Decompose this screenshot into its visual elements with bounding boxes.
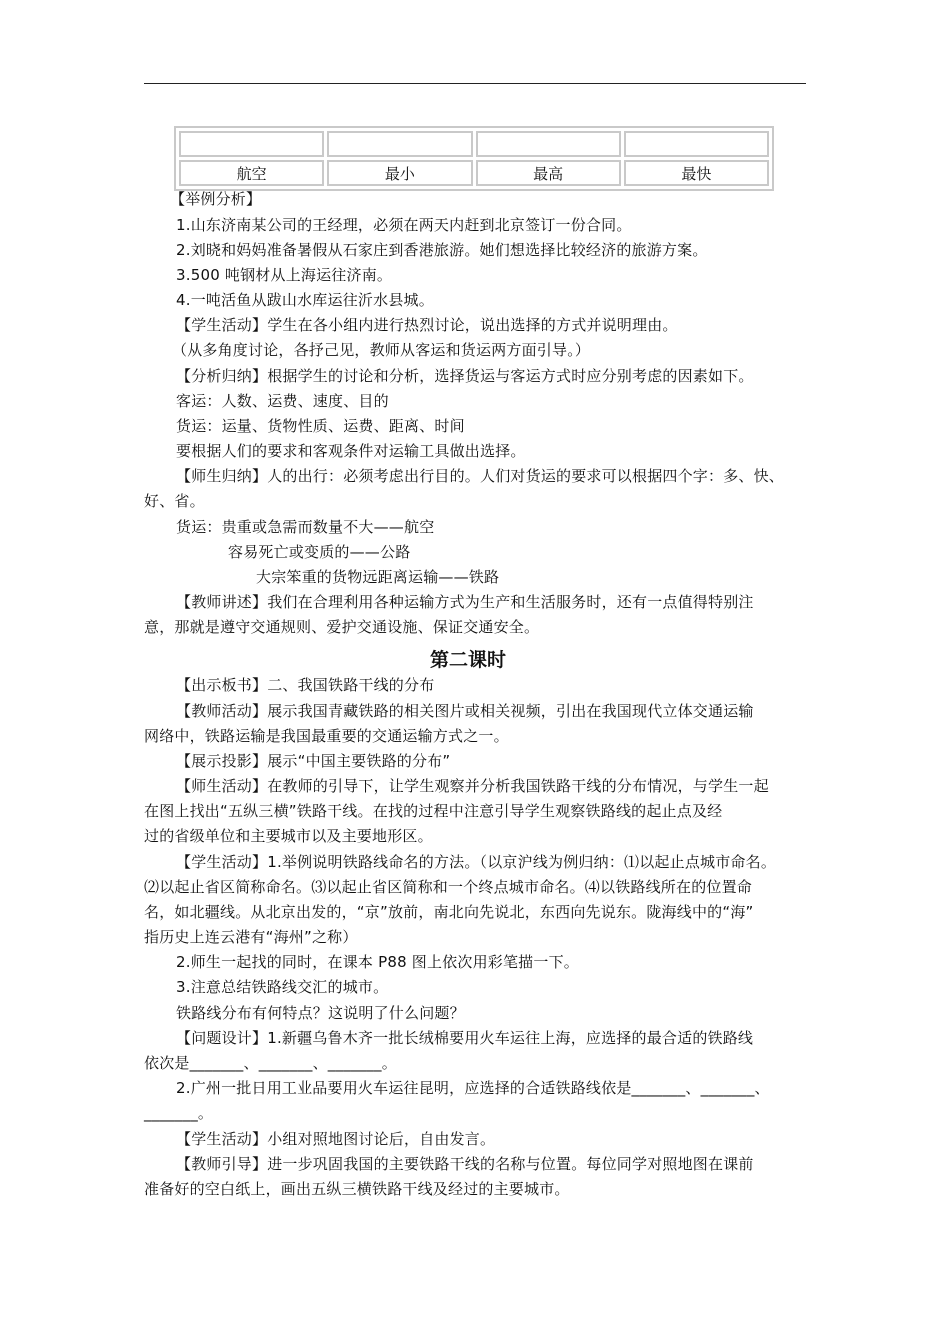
transport-table [174, 126, 774, 191]
table-cell: 最高 [476, 160, 621, 186]
section-heading: 【举例分析】 [170, 190, 262, 208]
paragraph-line: 【教师讲述】我们在合理利用各种运输方式为生产和生活服务时，还有一点值得特别注 [176, 593, 754, 611]
paragraph-line: 意，那就是遵守交通规则、爱护交通设施、保证交通安全。 [144, 618, 540, 636]
table-cell: 最小 [327, 160, 472, 186]
paragraph-line: 【教师活动】展示我国青藏铁路的相关图片或相关视频，引出在我国现代立体交通运输 [176, 702, 754, 720]
lesson-title: 第二课时 [430, 649, 507, 671]
table-row [179, 131, 769, 157]
paragraph-line: 【学生活动】1.举例说明铁路线命名的方法。（以京沪线为例归纳：⑴以起止点城市命名。 [176, 853, 777, 871]
paragraph-line: 【展示投影】展示“中国主要铁路的分布” [176, 752, 451, 770]
paragraph-line: 3.500 吨钢材从上海运往济南。 [176, 266, 393, 284]
paragraph-line: 客运：人数、运费、速度、目的 [176, 392, 389, 410]
paragraph-line: 货运：贵重或急需而数量不大——航空 [176, 518, 435, 536]
paragraph-line: 名，如北疆线。从北京出发的，“京”放前，南北向先说北，东西向先说东。陇海线中的“海” [144, 903, 754, 921]
paragraph-line: 【学生活动】学生在各小组内进行热烈讨论，说出选择的方式并说明理由。 [176, 316, 678, 334]
paragraph-line: 【出示板书】二、我国铁路干线的分布 [176, 676, 435, 694]
paragraph-line: 准备好的空白纸上，画出五纵三横铁路干线及经过的主要城市。 [144, 1180, 570, 1198]
paragraph-line: 2.广州一批日用工业品要用火车运往昆明，应选择的合适铁路线依是_______、_______、 [176, 1079, 770, 1097]
paragraph-line: 【师生归纳】人的出行：必须考虑出行目的。人们对货运的要求可以根据四个字：多、快、 [176, 467, 785, 485]
paragraph-line: _______。 [144, 1104, 214, 1122]
paragraph-line: 2.刘晓和妈妈准备暑假从石家庄到香港旅游。她们想选择比较经济的旅游方案。 [176, 241, 708, 259]
paragraph-line: ⑵以起止省区简称命名。⑶以起止省区简称和一个终点城市命名。⑷以铁路线所在的位置命 [144, 878, 753, 896]
paragraph-line: 过的省级单位和主要城市以及主要地形区。 [144, 827, 433, 845]
paragraph-line: 指历史上连云港有“海州”之称） [144, 928, 358, 946]
table-cell [179, 131, 324, 157]
paragraph-line: 大宗笨重的货物远距离运输——铁路 [256, 568, 500, 586]
paragraph-line: 3.注意总结铁路线交汇的城市。 [176, 978, 389, 996]
paragraph-line: 4.一吨活鱼从跋山水库运往沂水县城。 [176, 291, 434, 309]
paragraph-line: 要根据人们的要求和客观条件对运输工具做出选择。 [176, 442, 526, 460]
paragraph-line: 1.山东济南某公司的王经理，必须在两天内赶到北京签订一份合同。 [176, 216, 632, 234]
paragraph-line: 容易死亡或变质的——公路 [228, 543, 411, 561]
paragraph-line: 货运：运量、货物性质、运费、距离、时间 [176, 417, 465, 435]
paragraph-line: 好、省。 [144, 492, 205, 510]
paragraph-line: 【学生活动】小组对照地图讨论后，自由发言。 [176, 1130, 496, 1148]
paragraph-line: 网络中，铁路运输是我国最重要的交通运输方式之一。 [144, 727, 509, 745]
paragraph-line: 【师生活动】在教师的引导下，让学生观察并分析我国铁路干线的分布情况，与学生一起 [176, 777, 769, 795]
paragraph-line: 【教师引导】进一步巩固我国的主要铁路干线的名称与位置。每位同学对照地图在课前 [176, 1155, 754, 1173]
table-row [179, 160, 769, 186]
paragraph-line: 依次是_______、_______、_______。 [144, 1054, 397, 1072]
header-rule [144, 83, 806, 84]
paragraph-line: 【问题设计】1.新疆乌鲁木齐一批长绒棉要用火车运往上海，应选择的最合适的铁路线 [176, 1029, 754, 1047]
table-cell [624, 131, 769, 157]
paragraph-line: 【分析归纳】根据学生的讨论和分析，选择货运与客运方式时应分别考虑的因素如下。 [176, 367, 754, 385]
paragraph-line: 2.师生一起找的同时，在课本 P88 图上依次用彩笔描一下。 [176, 953, 579, 971]
paragraph-line: 在图上找出“五纵三横”铁路干线。在找的过程中注意引导学生观察铁路线的起止点及经 [144, 802, 723, 820]
table-cell [327, 131, 472, 157]
table-cell [476, 131, 621, 157]
paragraph-line: （从多角度讨论，各抒己见，教师从客运和货运两方面引导。） [172, 341, 591, 359]
table-cell: 航空 [179, 160, 324, 186]
table-cell: 最快 [624, 160, 769, 186]
paragraph-line: 铁路线分布有何特点？这说明了什么问题？ [176, 1004, 465, 1022]
